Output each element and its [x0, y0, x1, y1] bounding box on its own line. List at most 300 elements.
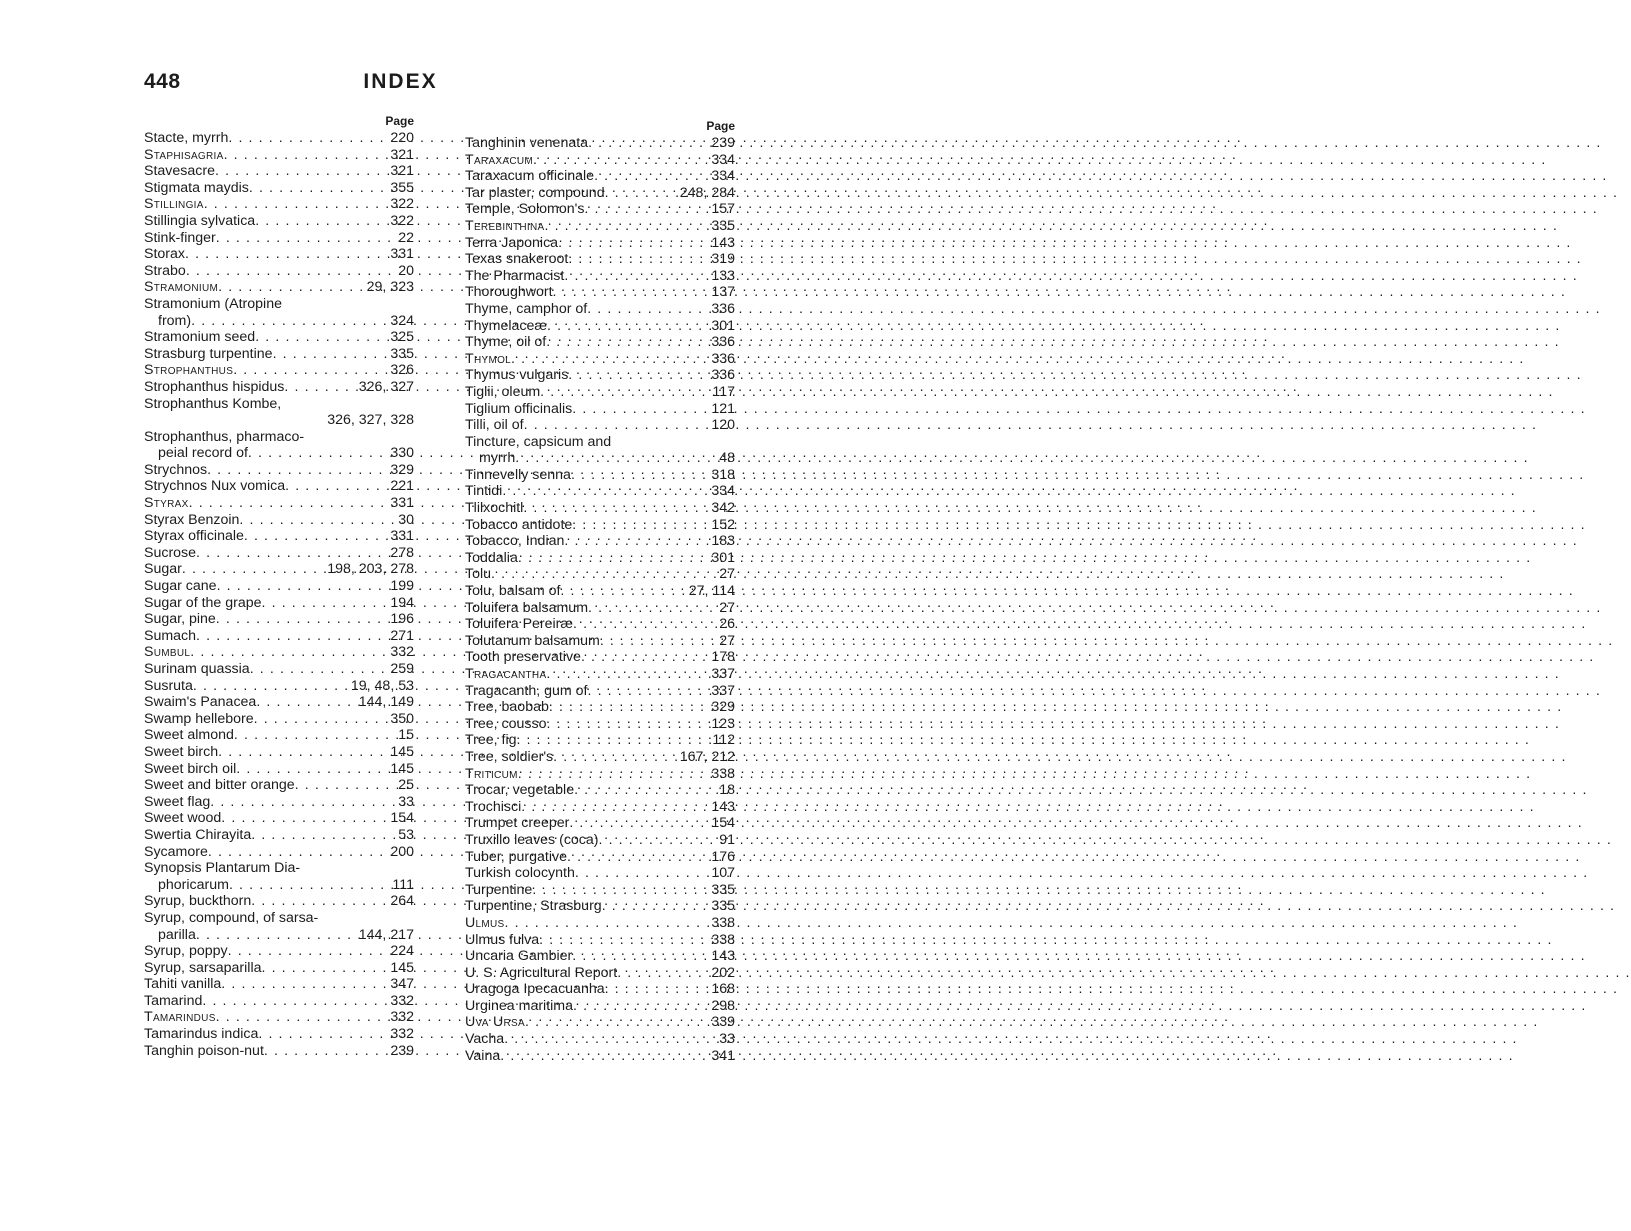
index-term: Turpentine: [465, 881, 533, 898]
page-reference: 331: [390, 528, 414, 545]
index-term: Tobacco antidote: [465, 516, 573, 533]
page-reference: 259: [390, 661, 414, 677]
index-entry-line: [465, 898, 735, 915]
index-entry-line: [144, 196, 414, 213]
index-term: Swaim's Panacea: [144, 694, 257, 711]
dot-leader: [204, 196, 391, 213]
page-reference: 332: [390, 1009, 414, 1026]
index-term: Uva Ursa: [465, 1014, 525, 1031]
index-term: Terebinthina: [465, 217, 545, 234]
index-term: Tolu, balsam of: [465, 583, 561, 600]
index-entry: [144, 163, 414, 180]
index-term: Stavesacre: [144, 163, 215, 180]
dot-leader: [564, 268, 711, 285]
page-reference: 322: [390, 212, 414, 229]
index-term: Toddalia: [465, 549, 518, 566]
index-entry-line: [144, 313, 414, 330]
index-entry: [465, 815, 735, 832]
index-entry-line: [144, 279, 414, 296]
index-term: Strychnos Nux vomica: [144, 478, 286, 495]
index-entry: [465, 849, 735, 866]
page-reference: 321: [390, 146, 414, 163]
index-entry: [465, 550, 735, 567]
index-term: Swertia Chirayita: [144, 826, 252, 843]
page-reference: 143: [711, 948, 735, 965]
page-number: 448: [144, 70, 181, 93]
index-entry: [465, 766, 735, 783]
dot-leader: [572, 401, 711, 418]
index-entry-line: [465, 318, 735, 335]
index-entry: [144, 1009, 414, 1026]
index-term: Stramonium: [144, 279, 219, 296]
index-term: Tooth preservative: [465, 649, 581, 666]
index-term: Susruta: [144, 677, 193, 694]
dot-leader: [248, 445, 390, 462]
dot-leader: [254, 711, 391, 728]
page-reference: 200: [390, 843, 414, 860]
dot-leader: [581, 649, 711, 666]
index-entry-line: [465, 284, 735, 301]
index-entry: [465, 168, 735, 185]
index-entry: [465, 301, 735, 318]
index-term: Strophanthus: [144, 362, 234, 379]
index-entry: [144, 545, 414, 562]
index-entry-line: [465, 566, 735, 583]
index-entry-line: [465, 932, 735, 949]
index-term: Uncaria Gambier: [465, 948, 573, 965]
dot-leader: [255, 329, 390, 346]
index-term: Sweet birch oil: [144, 760, 237, 777]
index-entry-line: [144, 644, 414, 661]
dot-leader: [572, 948, 711, 965]
index-entry: [144, 727, 414, 744]
index-term: Uragoga Ipecacuanha: [465, 981, 605, 998]
page-reference: 271: [390, 627, 414, 644]
page-reference: 27: [719, 599, 735, 616]
index-term: Truxillo leaves (coca): [465, 831, 599, 848]
index-entry-line: [465, 301, 735, 318]
index-entry-line: [465, 152, 735, 169]
index-entry: [144, 213, 414, 230]
index-entry: [465, 351, 735, 368]
index-term: Stillingia: [144, 196, 204, 213]
index-entry: [465, 948, 735, 965]
page-reference: 137: [711, 284, 735, 301]
index-entry-line: [144, 777, 414, 794]
page-reference: 326: [390, 362, 414, 379]
dot-leader: [502, 483, 711, 500]
dot-leader: [256, 694, 358, 711]
index-term: Styrax officinale: [144, 528, 244, 545]
index-entry-heading: Strophanthus, pharmaco-: [144, 428, 305, 445]
dot-leader: [273, 346, 391, 363]
index-term: peial record of: [158, 445, 248, 462]
index-entry-line: [465, 666, 735, 683]
index-entry: [144, 379, 414, 396]
dot-leader: [558, 235, 711, 252]
page-reference: 338: [711, 914, 735, 931]
index-entry: [144, 512, 414, 529]
index-term: Syrup, sarsaparilla: [144, 959, 262, 976]
index-term: Taraxacum officinale: [465, 168, 595, 185]
index-entry-line: [144, 1043, 414, 1060]
index-entry-line: [144, 329, 414, 346]
dot-leader: [602, 898, 712, 915]
index-entry: [144, 678, 414, 695]
dot-leader: [521, 799, 711, 816]
page-reference: 325: [390, 329, 414, 346]
page-reference: 30: [398, 511, 414, 528]
page-reference: 167, 212: [679, 748, 735, 765]
index-entry: [465, 218, 735, 235]
index-term: Tree, fig: [465, 732, 517, 749]
page-reference: 239: [711, 135, 735, 151]
index-term: Stacte, myrrh: [144, 130, 229, 146]
index-entry-line: [144, 545, 414, 562]
index-term: Sweet almond: [144, 727, 234, 744]
index-entry: [465, 898, 735, 915]
index-entry-line: [465, 384, 735, 401]
index-term: Tiglii, oleum: [465, 383, 541, 400]
index-column-left: [144, 113, 414, 1059]
index-entry-line: [144, 877, 414, 894]
page-header: [0, 70, 801, 100]
page-reference: 318: [711, 466, 735, 483]
page-reference: 336: [711, 350, 735, 367]
index-entry-line: [465, 766, 735, 783]
dot-leader: [295, 777, 399, 794]
dot-leader: [186, 263, 398, 280]
index-entry-line: [144, 595, 414, 612]
index-entry: [465, 500, 735, 517]
index-entry-line: [144, 960, 414, 977]
index-term: Sweet flag: [144, 793, 211, 810]
index-entry: [144, 910, 414, 943]
index-entry-line: [465, 351, 735, 368]
index-entry-line: [144, 180, 414, 197]
index-entry: [465, 417, 735, 434]
page-reference: 329: [390, 461, 414, 478]
dot-leader: [285, 478, 390, 495]
page-reference: 321: [390, 163, 414, 180]
page-reference: 144, 149: [358, 694, 414, 711]
index-entry-line: [465, 550, 735, 567]
index-entry: [144, 561, 414, 578]
page-reference: 25: [398, 777, 414, 794]
dot-leader: [196, 628, 390, 645]
index-entry: [144, 628, 414, 645]
index-entry: [465, 915, 735, 932]
dot-leader: [553, 749, 680, 766]
dot-leader: [221, 810, 390, 827]
index-entry-line: [465, 517, 735, 534]
index-term: Tree, soldier's: [465, 748, 554, 765]
index-entry: [465, 832, 735, 849]
index-entry: [465, 699, 735, 716]
index-term: Stink-finger: [144, 229, 216, 246]
index-entry-line: [144, 462, 414, 479]
dot-leader: [218, 744, 390, 761]
dot-leader: [262, 595, 391, 612]
index-entry-line: [465, 600, 735, 617]
index-entry: [144, 794, 414, 811]
index-entry-line: [465, 367, 735, 384]
dot-leader: [182, 561, 327, 578]
page-reference: 319: [711, 251, 735, 268]
page-reference: 336: [711, 300, 735, 317]
index-term: Tar plaster, compound: [465, 184, 605, 201]
dot-leader: [560, 583, 688, 600]
index-entry-line: [465, 865, 735, 882]
page-reference: 341: [711, 1047, 735, 1064]
dot-leader: [539, 932, 711, 949]
index-term: Tahiti vanilla: [144, 976, 222, 993]
index-entry: [465, 981, 735, 998]
index-entry-line: [465, 649, 735, 666]
index-entry-line: [465, 467, 735, 484]
dot-leader: [239, 512, 398, 529]
index-entry-line: [144, 362, 414, 379]
index-entry: [465, 284, 735, 301]
dot-leader: [244, 528, 390, 545]
index-entry: [465, 998, 735, 1015]
index-entry-line: [144, 810, 414, 827]
index-term: The Pharmacist: [465, 267, 565, 284]
index-term: Sugar: [144, 561, 182, 578]
index-entry: [465, 318, 735, 335]
page-reference: 329: [711, 699, 735, 716]
index-entry: [144, 976, 414, 993]
index-entry: [465, 235, 735, 252]
index-entry-line: [144, 678, 414, 695]
index-term: Tamarind: [144, 992, 203, 1009]
dot-leader: [218, 279, 367, 296]
index-entry: [144, 578, 414, 595]
index-term: Tilli, oil of: [465, 417, 524, 434]
index-term: Trochisci: [465, 798, 522, 815]
dot-leader: [546, 716, 711, 733]
index-entry: [144, 893, 414, 910]
page-reference: 224: [390, 943, 414, 960]
index-term: Tiglium officinalis: [465, 400, 573, 417]
index-term: Tragacantha: [465, 666, 547, 682]
index-entry: [465, 865, 735, 882]
dot-leader: [572, 517, 711, 534]
index-entry-line: [465, 251, 735, 268]
index-term: Tlilxochitl: [465, 500, 524, 517]
page-reference: 298: [711, 997, 735, 1014]
page-reference: 107: [711, 865, 735, 882]
index-entry: [465, 732, 735, 749]
dot-leader: [221, 976, 390, 993]
dot-leader: [504, 1031, 719, 1048]
index-entry: [144, 661, 414, 678]
index-entry-line: [144, 727, 414, 744]
index-column-right: [465, 113, 735, 1064]
index-term: Stillingia sylvatica: [144, 212, 256, 229]
index-entry: [465, 367, 735, 384]
index-term: Syrup, buckthorn: [144, 893, 252, 910]
index-entry-line: [465, 1048, 735, 1065]
page-reference: 331: [390, 495, 414, 512]
index-entry: [465, 566, 735, 583]
index-entry: [144, 844, 414, 861]
page-reference: 19, 48, 53: [350, 677, 414, 694]
page-reference: 264: [390, 893, 414, 910]
dot-leader: [196, 927, 359, 944]
index-entry-line: [144, 993, 414, 1010]
page-reference: 337: [711, 682, 735, 699]
page-reference: 335: [390, 345, 414, 362]
index-entry: [465, 882, 735, 899]
page-reference: 121: [711, 400, 735, 417]
page-reference: 112: [712, 732, 735, 749]
index-entry: [144, 960, 414, 977]
index-term: Tobacco, Indian: [465, 533, 565, 550]
index-entry: [144, 196, 414, 213]
dot-leader: [258, 1026, 390, 1043]
index-term: Trumpet creeper: [465, 815, 570, 832]
index-entry: [465, 716, 735, 733]
page-reference: 324: [390, 312, 414, 329]
index-entry-line: [144, 844, 414, 861]
index-term: Turkish colocynth: [465, 865, 575, 882]
index-term: Toluifera balsamum: [465, 599, 589, 616]
index-term: Strabo: [144, 262, 186, 279]
dot-leader: [588, 600, 719, 617]
index-term: Staphisagria: [144, 146, 224, 163]
dot-leader: [236, 761, 390, 778]
index-entry-line: [465, 981, 735, 998]
index-term: Strychnos: [144, 461, 208, 478]
index-entries: [144, 130, 414, 1059]
page-reference: 332: [390, 644, 414, 661]
index-entry-line: [144, 976, 414, 993]
page-reference: 53: [398, 826, 414, 843]
index-entry-line: [465, 185, 735, 202]
dot-leader: [573, 998, 711, 1015]
index-entry: [144, 346, 414, 363]
dot-leader: [216, 230, 398, 247]
index-term: Thymus vulgaris: [465, 367, 569, 384]
index-entry: [465, 334, 735, 351]
page-reference: 335: [711, 217, 735, 234]
index-entry: [465, 666, 735, 683]
dot-leader: [605, 185, 680, 202]
index-entry: [465, 932, 735, 949]
page-reference: 143: [711, 234, 735, 251]
index-entry: [144, 263, 414, 280]
page-reference: 199: [390, 578, 414, 595]
index-entry-line: [144, 893, 414, 910]
dot-leader: [251, 893, 390, 910]
page-reference: 145: [390, 959, 414, 976]
page-reference: 336: [711, 367, 735, 384]
dot-leader: [532, 882, 711, 899]
dot-leader: [600, 633, 719, 650]
index-entry: [465, 467, 735, 484]
index-entry-line: [465, 583, 735, 600]
index-entry: [144, 462, 414, 479]
index-entry: [465, 533, 735, 550]
index-entry: [465, 251, 735, 268]
index-term: Tolu: [465, 566, 492, 583]
dot-leader: [511, 351, 711, 368]
index-term: Tuber, purgative: [465, 848, 567, 865]
dot-leader: [588, 135, 711, 152]
dot-leader: [525, 1014, 711, 1031]
dot-leader: [193, 678, 351, 695]
page-reference: 202: [711, 964, 735, 981]
index-entry: [144, 429, 414, 462]
page-reference: 111: [392, 876, 414, 893]
dot-leader: [599, 832, 720, 849]
page-reference: 154: [390, 810, 414, 827]
dot-leader: [546, 334, 711, 351]
index-term: Swamp hellebore: [144, 710, 254, 727]
dot-leader: [546, 666, 711, 683]
index-term: Tragacanth, gum of: [465, 682, 588, 699]
index-entry-line: [465, 500, 735, 517]
dot-leader: [191, 313, 390, 330]
index-entry-line: [144, 694, 414, 711]
dot-leader: [524, 417, 712, 434]
dot-leader: [568, 251, 711, 268]
page-reference: 198, 203, 278: [327, 561, 414, 578]
page-reference: 334: [711, 168, 735, 185]
page-column-label: Page: [706, 119, 735, 133]
index-entry-line: [144, 263, 414, 280]
index-term: Toluifera Pereiræ: [465, 616, 574, 633]
page-reference: 145: [390, 743, 414, 760]
page-reference: 339: [711, 1014, 735, 1031]
index-entry-line: [465, 1014, 735, 1031]
index-entry: [465, 483, 735, 500]
dot-leader: [564, 533, 711, 550]
index-entry-line: [465, 633, 735, 650]
dot-leader: [234, 727, 398, 744]
index-term: Tinnevelly senna: [465, 466, 571, 483]
index-term: Sugar, pine: [144, 611, 216, 628]
dot-leader: [545, 218, 712, 235]
index-entry: [465, 683, 735, 700]
index-entry: [144, 1026, 414, 1043]
index-term: Sweet wood: [144, 810, 222, 827]
page-reference: 334: [711, 151, 735, 168]
index-entry: [465, 649, 735, 666]
index-entry-line: [465, 998, 735, 1015]
index-entry: [144, 495, 414, 512]
index-term: Sweet birch: [144, 743, 219, 760]
index-entry: [465, 965, 735, 982]
index-entry: [465, 201, 735, 218]
dot-leader: [518, 550, 711, 567]
index-term: Trocar, vegetable: [465, 782, 575, 799]
index-entry-line: [144, 827, 414, 844]
index-entry-line: [144, 661, 414, 678]
page-reference: 144, 217: [358, 926, 414, 943]
index-entry: [144, 1043, 414, 1060]
page-reference: 322: [390, 196, 414, 213]
index-term: Ulmus fulva: [465, 931, 540, 948]
dot-leader: [202, 993, 390, 1010]
page-reference: 337: [711, 666, 735, 682]
dot-leader: [229, 877, 392, 894]
index-term: U. S. Agricultural Report: [465, 964, 618, 981]
index-entry: [144, 761, 414, 778]
dot-leader: [228, 943, 391, 960]
dot-leader: [505, 915, 712, 932]
